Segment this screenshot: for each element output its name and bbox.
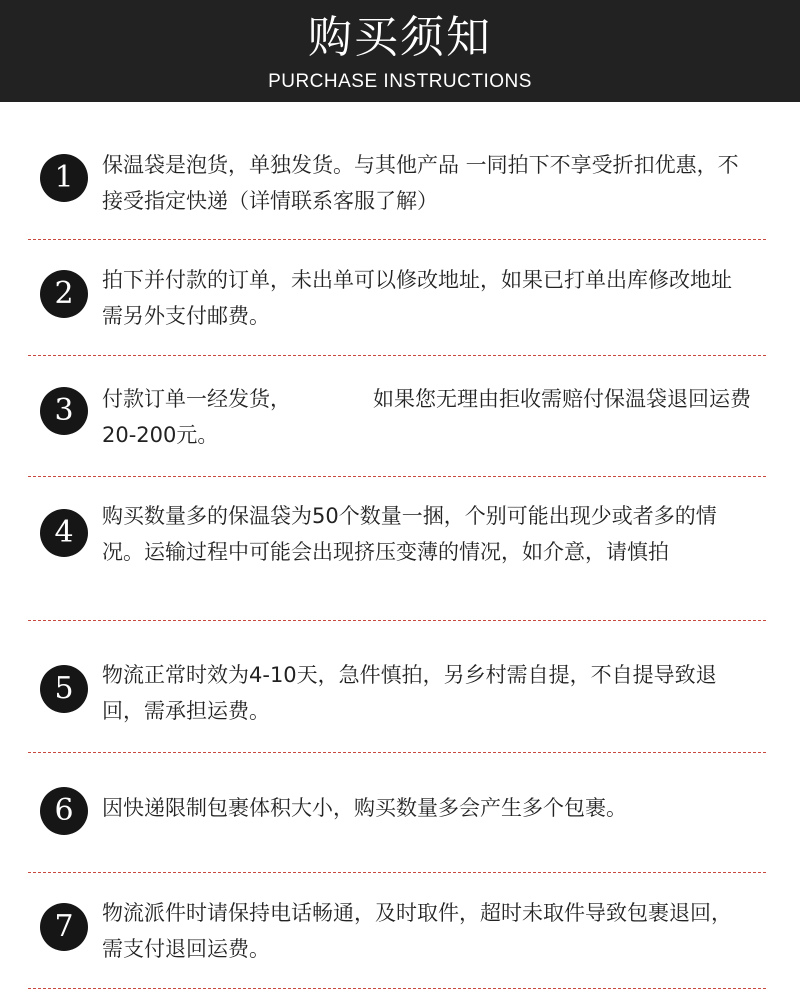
number-badge-5: 5 bbox=[40, 665, 88, 713]
instruction-text-2: 拍下并付款的订单，未出单可以修改地址，如果已打单出库修改地址需另外支付邮费。 bbox=[102, 268, 732, 328]
page-title: 购买须知 bbox=[308, 12, 492, 63]
dashed-divider bbox=[28, 988, 766, 989]
number-badge-3: 3 bbox=[40, 387, 88, 435]
dashed-divider bbox=[28, 355, 766, 356]
instruction-text-7: 物流派件时请保持电话畅通，及时取件，超时未取件导致包裹退回，需支付退回运费。 bbox=[102, 901, 732, 961]
instruction-text-4: 购买数量多的保温袋为50个数量一捆，个别可能出现少或者多的情况。运输过程中可能会出现挤压变薄的情况，如介意，请慎拍 bbox=[102, 504, 717, 564]
dashed-divider bbox=[28, 476, 766, 477]
dashed-divider bbox=[28, 752, 766, 753]
instruction-text-5: 物流正常时效为4-10天，急件慎拍，另乡村需自提，不自提导致退回，需承担运费。 bbox=[102, 663, 717, 723]
page-subtitle: PURCHASE INSTRUCTIONS bbox=[268, 71, 532, 92]
dashed-divider bbox=[28, 239, 766, 240]
instruction-text-3a: 付款订单一经发货， bbox=[102, 387, 291, 411]
dashed-divider bbox=[28, 872, 766, 873]
instruction-text-6: 因快递限制包裹体积大小，购买数量多会产生多个包裹。 bbox=[102, 796, 627, 820]
header-banner bbox=[0, 0, 800, 102]
dashed-divider bbox=[28, 620, 766, 621]
instruction-text-3b: 如果您无理由拒收需赔付保温袋退回运费20-200元。 bbox=[102, 387, 751, 447]
instruction-text-3 bbox=[102, 381, 752, 453]
instruction-text-1: 保温袋是泡货，单独发货。与其他产品 一同拍下不享受折扣优惠，不接受指定快递（详情联系客服了解） bbox=[102, 153, 739, 213]
number-badge-1: 1 bbox=[40, 154, 88, 202]
number-badge-4: 4 bbox=[40, 509, 88, 557]
number-badge-6: 6 bbox=[40, 787, 88, 835]
number-badge-7: 7 bbox=[40, 903, 88, 951]
number-badge-2: 2 bbox=[40, 270, 88, 318]
